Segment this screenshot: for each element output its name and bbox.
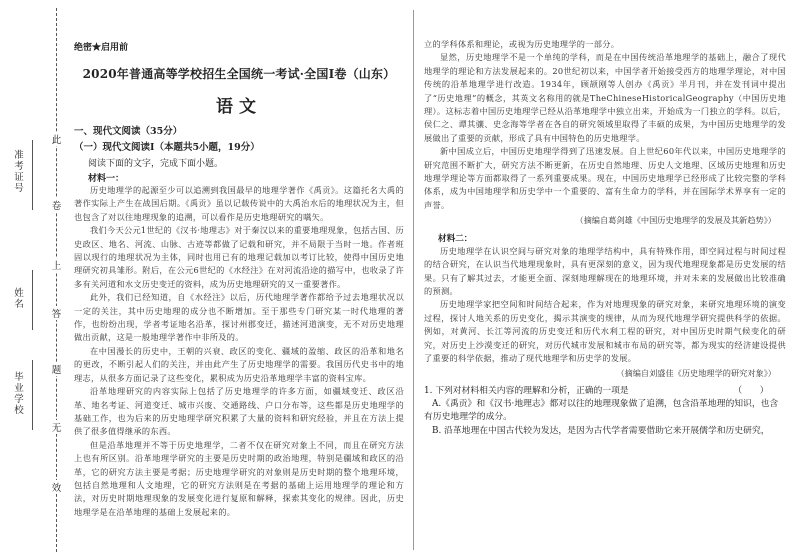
seal-char-3: 上 (51, 258, 62, 272)
seal-line (56, 8, 57, 552)
material-two-title: 材料二： (438, 233, 473, 244)
material-one-paragraph: 我们今天公元1世纪的《汉书·地理志》对于秦汉以来的重要地理现象，包括古国、历史政区、地名、河流、山脉、古迹等都做了记载和研究，并不局限于当时一地。作者班固以现行的地理状况为主体，同时也用已有的地理记载加以考订比较，使得中国历史地理研究初具雏形。附后，在公元6世纪的《水经注》在对河流沿途的描写中，也收录了许多有关河道和水文历史变迁的资料，成为历史地理研究的又一重要著作。 (74, 225, 404, 289)
material-two-source: （摘编自刘盛佳《历史地理学的研究对象》） (616, 368, 776, 379)
option-b[interactable]: B. 沿革地理在中国古代较为发达，是因为古代学者需要借助它来开展儒学和历史研究， (432, 425, 770, 436)
right-column (424, 0, 786, 560)
material-one-title: 材料一： (88, 174, 125, 184)
continued-text: 立的学科体系和理论，或视为历史地理学的一部分。 (424, 39, 620, 49)
question-stem: 1. 下列对材料相关内容的理解和分析，正确的一项是 (424, 385, 629, 396)
material-one-paragraph: 但是沿革地理并不等于历史地理学，二者不仅在研究对象上不同，而且在研究方法上也有所区别。沿革地理学研究的主要是历史时期的政治地理，特别是疆域和政区的沿革，它的研究方法主要是考据；历史地理学研究的对象则是历史时期的整个地理环境，包括自然地理和人文地理，它的研究方法则是在考据的基础上运用地理学的理论和方法，对历史时期地理现象的发展变化进行复原和解释，探索其变化的规律。因此，历史地理学是在沿革地理的基础上发展起来的。 (74, 439, 404, 517)
confidential-mark: 绝密★启用前 (74, 43, 129, 53)
material-one-paragraph: 此外，我们已经知道，自《水经注》以后，历代地理学著作都给予过去地理状况以一定的关注，其中历史地理的成分也不断增加。至于那些专门研究某一时代地理的著作，也纷纷出现，学者考证地名沿革，探讨州郡变迁，描述河道演变，无不对历史地理做出贡献，这是一般地理学著作中非所及的。 (74, 292, 404, 343)
seal-char-2: 卷 (51, 198, 62, 212)
material-one-paragraph: 在中国漫长的历史中，王朝的兴衰、政区的变化、疆域的盈缩、政区的沿革和地名的更改，不断引起人们的关注，并由此产生了历史地理学的需要。我国历代史书中的地理志，从很多方面记录了这些变化，累积成为历史沿革地理学丰富的资料宝库。 (74, 345, 404, 383)
answer-blank[interactable]: （ ） (733, 385, 769, 396)
school-field[interactable] (32, 360, 33, 430)
seal-char-4: 答 (51, 306, 62, 320)
column-divider (413, 10, 414, 550)
subject-title: 语文 (216, 97, 262, 117)
seal-char-6: 无 (51, 420, 62, 434)
name-label: 姓名 (14, 288, 24, 310)
reading-instruction: 阅读下面的文字，完成下面小题。 (88, 159, 224, 169)
option-a[interactable]: A.《禹贡》和《汉书·地理志》都对以往的地理现象做了追溯，包含沿革地理的知识，也含有历史地理学的成分。 (424, 398, 779, 423)
material-one-paragraph: 沿革地理研究的内容实际上包括了历史地理学的许多方面，如疆域变迁、政区沿革、地名考证、河道变迁、城市兴废、交通路线、户口分布等，这些都是历史地理学的基础工作，也为后来的历史地理学研究积累了大量的资料和研究经验，并且在方法上提供了很多值得继承的东西。 (74, 386, 404, 437)
material-two-paragraph: 历史地理学家把空间和时间结合起来，作为对地理现象的研究对象，来研究地理环境的演变过程，探讨人地关系的历史变化，揭示其演变的规律，从而为现代地理学研究提供科学的依据。例如，对黄河、长江等河流的历史变迁和历代水利工程的研究，对中国历史时期气候变化的研究，对历史上沙漠变迁的研究，对历代城市发展和城市布局的研究等，都为现实的经济建设提供了重要的科学依据，推动了现代地理学和历史学的发展。 (424, 299, 786, 363)
left-column (74, 0, 404, 560)
exam-number-field[interactable] (32, 140, 33, 210)
subsection-heading: （一）现代文阅读Ⅰ（本题共5小题，19分） (74, 142, 260, 153)
seal-char-7: 效 (51, 480, 62, 494)
school-label: 毕业学校 (14, 372, 24, 416)
seal-char-5: 题 (51, 362, 62, 376)
exam-number-label: 准考证号 (14, 150, 24, 194)
question-1 (424, 385, 786, 398)
material-one-paragraph: 显然，历史地理学不是一个单纯的学科，而是在中国传统沿革地理学的基础上，融合了现代地理学的理论和方法发展起来的。20世纪初以来，中国学者开始接受西方的地理学理论，对中国传统的沿革地理学进行改造。1934年，顾颉刚等人创办《禹贡》半月刊，并在发刊词中提出了“历史地理”的概念，其英文名称用的就是TheChineseHistoricalGeography（中国历史地理）。这标志着中国历史地理学已经从沿革地理学中独立出来，开始成为一门独立的学科。以后，侯仁之、谭其骧、史念海等学者在各自的研究领域里取得了丰硕的成果，为中国历史地理学的发展做出了重要的贡献，形成了具有中国特色的历史地理学。 (424, 52, 786, 143)
material-one-source: （摘编自葛剑雄《中国历史地理学的发展及其新趋势》） (575, 215, 776, 226)
seal-char-1: 此 (51, 132, 62, 146)
material-two-paragraph: 历史地理学在认识空间与研究对象的地理学结构中，具有特殊作用，即空间过程与时间过程的结合研究，在认识当代地理现象时，具有更深刻的意义，因为现代地理现象都是历史发展的结果。只有了解其过去，才能更全面、深刻地理解现在的地理环境，并对未来的发展做出比较准确的预测。 (424, 245, 786, 296)
name-field[interactable] (32, 270, 33, 330)
binding-margin (0, 0, 62, 560)
exam-title: 2020年普通高等学校招生全国统一考试·全国Ⅰ卷（山东） (82, 67, 396, 81)
section-heading: 一、现代文阅读（35分） (74, 126, 183, 137)
material-one-paragraph: 历史地理学的起源至少可以追溯到我国最早的地理学著作《禹贡》。这篇托名大禹的著作实际上产生在战国后期。《禹贡》虽以记载传说中的大禹治水后的地理状况为主，但也包含了对以往地理现象的追溯，可以看作是历史地理研究的嚆矢。 (74, 185, 404, 222)
material-one-paragraph: 新中国成立后，中国历史地理学得到了迅速发展。自上世纪60年代以来，中国历史地理学的研究范围不断扩大，研究方法不断更新，在历史自然地理、历史人文地理、区域历史地理和历史地理学理论等方面都取得了一系列重要成果。现在，中国历史地理学已经形成了比较完整的学科体系，成为中国地理学和历史学中一个重要的、富有生命力的学科，并在国际学术界享有一定的声誉。 (424, 146, 786, 210)
